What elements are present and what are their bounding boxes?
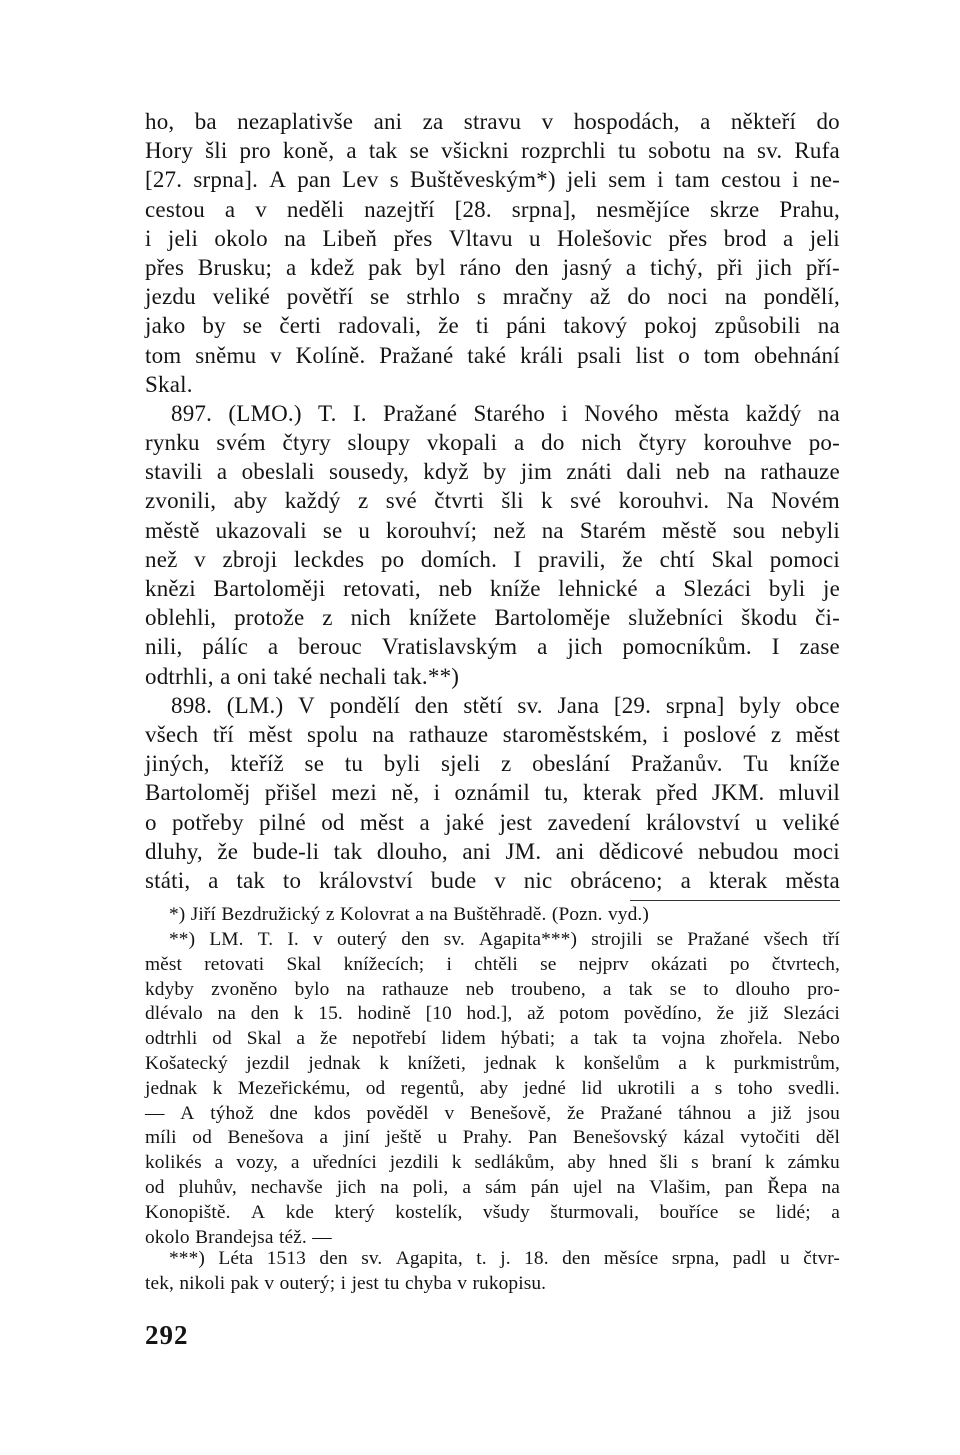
text-line: tom sněmu v Kolíně. Pražané také králi psali list o tom obehnání xyxy=(145,342,840,368)
text-line: [27. srpna]. A pan Lev s Buštěveským*) jeli sem i tam cestou i ne- xyxy=(145,167,840,193)
text-line: o potřeby pilné od měst a jaké jest zavedení království u veliké xyxy=(145,809,840,835)
footnote-line: ***) Léta 1513 den sv. Agapita, t. j. 18. den měsíce srpna, padl u čtvr- xyxy=(169,1248,840,1269)
text-line: městě ukazovali se u korouhví; než na Starém městě sou nebyli xyxy=(145,517,840,543)
text-line: i jeli okolo na Libeň přes Vltavu u Holešovic přes brod a jeli xyxy=(145,225,840,251)
footnote-line: *) Jiří Bezdružický z Kolovrat a na Buštěhradě. (Pozn. vyd.) xyxy=(169,904,649,925)
footnote-line: měst retovati Skal knížecích; i chtěli se nejprv okázati po čtvrtech, xyxy=(145,953,840,975)
footnote-line: od pluhův, nechavše jich na poli, a sám pán ujel na Vlašim, pan Řepa na xyxy=(145,1176,840,1198)
footnote-line: odtrhli od Skal a že nepotřebí lidem hýbati; a tak ta vojna zhořela. Nebo xyxy=(145,1028,840,1050)
footnote-3 xyxy=(145,1247,840,1297)
footnote-line: **) LM. T. I. v outerý den sv. Agapita***) strojili se Pražané všech tří xyxy=(169,929,840,950)
footnote-line: — A týhož dne kdos pověděl v Benešově, že Pražané táhnou a již jsou xyxy=(145,1102,840,1124)
text-line: všech tří měst spolu na rathauze staroměstském, i poslové z měst xyxy=(145,721,840,747)
footnote-line: Košatecký jezdil jednak k knížeti, jednak k konšelům a k purkmistrům, xyxy=(145,1052,840,1074)
footnote-line: jednak k Mezeřickému, od regentů, aby jedné lid ukrotili a s toho svedli. xyxy=(145,1077,840,1099)
text-line: přes Brusku; a kdež pak byl ráno den jasný a tichý, při jich pří- xyxy=(145,254,840,280)
text-line: jako by se čerti radovali, že ti páni takový pokoj způsobili na xyxy=(145,313,840,339)
text-line: Skal. xyxy=(145,371,193,397)
text-line: zvonili, aby každý z své čtvrti šli k své korouhvi. Na Novém xyxy=(145,488,840,514)
footnote-line: kdyby zvoněno bylo na rathauze neb troubeno, a tak se to dlouho pro- xyxy=(145,978,840,1000)
footnote-line: okolo Brandejsa též. — xyxy=(145,1226,332,1248)
text-line: jezdu veliké povětří se strhlo s mračny až do noci na pondělí, xyxy=(145,284,840,310)
footnote-line: dlévalo na den k 15. hodině [10 hod.], až potom povědíno, že již Slezáci xyxy=(145,1003,840,1025)
text-line: 897. (LMO.) T. I. Pražané Starého i Nového města každý na xyxy=(171,400,840,426)
text-line: oblehli, protože z nich knížete Bartoloměje služebníci škodu či- xyxy=(145,605,840,631)
text-line: jiných, kteříž se tu byli sjeli z obeslání Pražanův. Tu kníže xyxy=(145,751,840,777)
text-line: 898. (LM.) V pondělí den stětí sv. Jana [29. srpna] byly obce xyxy=(171,692,840,718)
page-number: 292 xyxy=(145,1320,189,1350)
text-line: cestou a v neděli nazejtří [28. srpna], nesmějíce skrze Prahu, xyxy=(145,196,840,222)
text-line: Hory šli pro koně, a tak se všickni rozprchli tu sobotu na sv. Rufa xyxy=(145,138,840,164)
text-line: než v zbroji leckdes po domích. I pravili, že chtí Skal pomoci xyxy=(145,546,840,572)
footnote-2 xyxy=(145,928,840,1250)
footnote-line: míli od Benešova a jiní ještě u Prahy. Pan Benešovský kázal vytočiti děl xyxy=(145,1127,840,1149)
main-text-block xyxy=(145,107,840,895)
text-line: nili, pálíc a berouc Vratislavským a jich pomocníkům. I zase xyxy=(145,634,840,660)
text-line: stavili a obeslali sousedy, když by jim znáti dali neb na rathauze xyxy=(145,459,840,485)
footnote-1 xyxy=(145,903,840,928)
text-line: odtrhli, a oni také nechali tak.**) xyxy=(145,663,460,689)
footnote-line: kolikés a vozy, a uředníci jezdili k sedlákům, aby hned šli s braní k zámku xyxy=(145,1152,840,1174)
text-line: knězi Bartoloměji retovati, neb kníže lehnické a Slezáci byli je xyxy=(145,576,840,601)
text-line: dluhy, že bude-li tak dlouho, ani JM. ani dědicové nebudou moci xyxy=(145,838,840,864)
text-line: ho, ba nezaplativše ani za stravu v hospodách, a někteří do xyxy=(145,109,840,134)
text-line: Bartoloměj přišel mezi ně, i oznámil tu, kterak před JKM. mluvil xyxy=(145,780,840,806)
footnote-line: Konopiště. A kde který kostelík, všudy šturmovali, bouříce se lidé; a xyxy=(145,1201,840,1223)
footnote-separator xyxy=(630,900,840,901)
text-line: státi, a tak to království bude v nic obráceno; a kterak města xyxy=(145,867,840,893)
text-line: rynku svém čtyry sloupy vkopali a do nich čtyry korouhve po- xyxy=(145,430,840,456)
footnote-line: tek, nikoli pak v outerý; i jest tu chyba v rukopisu. xyxy=(145,1272,547,1294)
